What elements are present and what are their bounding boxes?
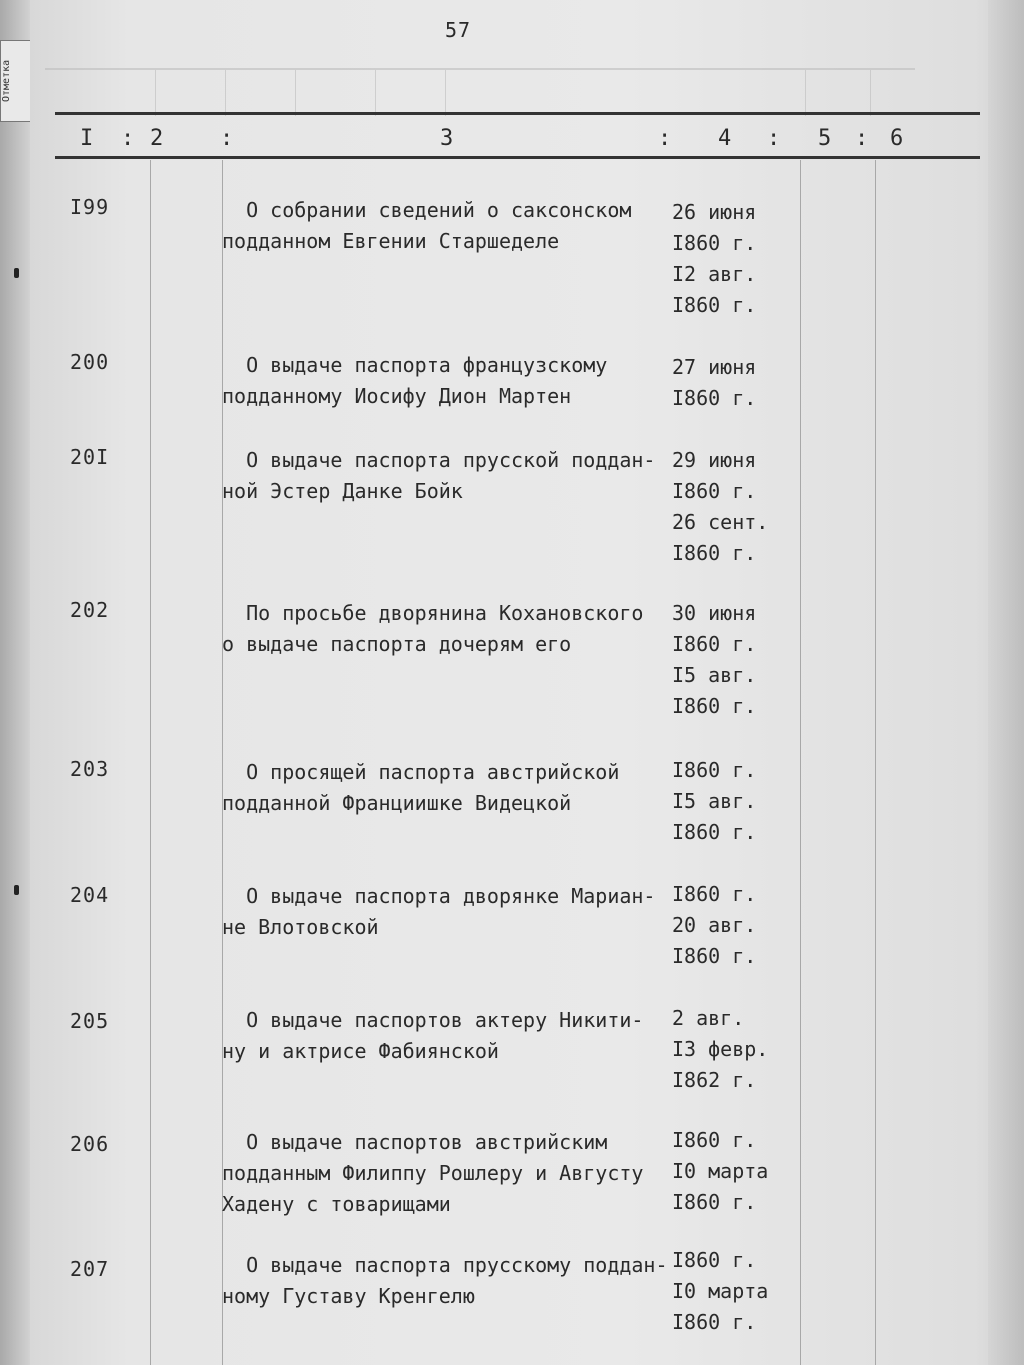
- entry-description: [222, 350, 682, 412]
- entry-number: 207: [70, 1257, 110, 1281]
- entry-date: I860 г.: [672, 1190, 757, 1214]
- entry-line: О выдаче паспорта прусскому поддан-: [222, 1253, 668, 1277]
- entry-date: I860 г.: [672, 820, 757, 844]
- entry-line: О выдаче паспортов австрийским: [222, 1130, 608, 1154]
- ghost-column-rule: [155, 70, 156, 116]
- entry-number: 205: [70, 1009, 110, 1033]
- entry-description: [222, 195, 682, 257]
- entry-line: подданным Филиппу Рошлеру и Августу: [222, 1161, 644, 1185]
- column-number-1: I: [80, 126, 94, 151]
- binding-hole-mark: [14, 885, 19, 895]
- entry-dates: [672, 755, 792, 848]
- previous-page-edge: [0, 0, 32, 1365]
- entry-dates: [672, 879, 792, 972]
- column-rule: [875, 160, 876, 1365]
- ghost-column-rule: [225, 70, 226, 116]
- entry-description: [222, 1250, 682, 1312]
- entry-date: I860 г.: [672, 541, 757, 565]
- entry-date: 27 июня: [672, 355, 757, 379]
- entry-line: По просьбе дворянина Кохановского: [222, 601, 644, 625]
- entry-line: ному Густаву Кренгелю: [222, 1284, 475, 1308]
- entry-date: 2 авг.: [672, 1006, 745, 1030]
- entry-dates: [672, 1003, 792, 1096]
- header-top-rule: [55, 112, 980, 115]
- ghost-column-rule: [870, 70, 871, 116]
- entry-line: ну и актрисе Фабиянской: [222, 1039, 499, 1063]
- entry-number: 203: [70, 757, 110, 781]
- entry-line: подданном Евгении Старшеделе: [222, 229, 560, 253]
- ghost-column-rule: [805, 70, 806, 116]
- entry-date: 29 июня: [672, 448, 757, 472]
- entry-line: О выдаче паспорта дворянке Мариан-: [222, 884, 656, 908]
- entry-date: I860 г.: [672, 293, 757, 317]
- entry-date: 26 сент.: [672, 510, 769, 534]
- entry-number: 206: [70, 1132, 110, 1156]
- entry-description: [222, 757, 682, 819]
- column-number-4: 4: [718, 126, 732, 151]
- entry-date: I860 г.: [672, 1248, 757, 1272]
- entry-number: 202: [70, 598, 110, 622]
- entry-description: [222, 1005, 682, 1067]
- entry-line: О просящей паспорта австрийской: [222, 760, 620, 784]
- entry-date: I860 г.: [672, 758, 757, 782]
- entry-description: [222, 445, 682, 507]
- column-separator: :: [658, 126, 672, 151]
- entry-number: 204: [70, 883, 110, 907]
- margin-tab-label: Отметка: [0, 40, 31, 122]
- entry-date: I860 г.: [672, 1128, 757, 1152]
- header-bottom-rule: [55, 156, 980, 159]
- entry-dates: [672, 445, 792, 569]
- entry-date: I860 г.: [672, 694, 757, 718]
- ghost-column-rule: [375, 70, 376, 116]
- entry-dates: [672, 352, 792, 414]
- entry-line: О выдаче паспорта прусской поддан-: [222, 448, 656, 472]
- entry-date: I860 г.: [672, 386, 757, 410]
- entry-dates: [672, 1245, 792, 1338]
- column-separator: :: [121, 126, 135, 151]
- entry-number: 20I: [70, 445, 110, 469]
- entry-line: ной Эстер Данке Бойк: [222, 479, 463, 503]
- entry-date: 30 июня: [672, 601, 757, 625]
- entry-line: О собрании сведений о саксонском: [222, 198, 632, 222]
- entry-line: не Влотовской: [222, 915, 379, 939]
- entry-line: о выдаче паспорта дочерям его: [222, 632, 572, 656]
- entry-date: I5 авг.: [672, 789, 757, 813]
- entry-date: I860 г.: [672, 632, 757, 656]
- entry-line: подданной Франциишке Видецкой: [222, 791, 572, 815]
- column-separator: :: [220, 126, 234, 151]
- ghost-column-rule: [295, 70, 296, 116]
- entry-date: I0 марта: [672, 1279, 769, 1303]
- page-number: 57: [445, 18, 472, 42]
- entry-dates: [672, 1125, 792, 1218]
- entry-number: 200: [70, 350, 110, 374]
- entry-date: I2 авг.: [672, 262, 757, 286]
- entry-line: О выдаче паспортов актеру Никити-: [222, 1008, 644, 1032]
- entry-date: I862 г.: [672, 1068, 757, 1092]
- entry-dates: [672, 197, 792, 321]
- entry-date: I0 марта: [672, 1159, 769, 1183]
- column-number-3: 3: [440, 126, 454, 151]
- column-number-6: 6: [890, 126, 904, 151]
- entry-line: О выдаче паспорта французскому: [222, 353, 608, 377]
- entry-line: подданному Иосифу Дион Мартен: [222, 384, 572, 408]
- binding-hole-mark: [14, 268, 19, 278]
- entry-number: I99: [70, 195, 110, 219]
- entry-date: I860 г.: [672, 882, 757, 906]
- entry-dates: [672, 598, 792, 722]
- entry-date: I860 г.: [672, 1310, 757, 1334]
- column-number-2: 2: [150, 126, 164, 151]
- entry-date: I3 февр.: [672, 1037, 769, 1061]
- entry-date: I860 г.: [672, 231, 757, 255]
- column-separator: :: [855, 126, 869, 151]
- entry-line: Хадену с товарищами: [222, 1192, 451, 1216]
- entry-description: [222, 598, 682, 660]
- entry-date: I860 г.: [672, 944, 757, 968]
- column-rule: [800, 160, 801, 1365]
- bleed-through-header: [45, 68, 915, 116]
- page-right-edge: [988, 0, 1024, 1365]
- entry-date: I5 авг.: [672, 663, 757, 687]
- column-rule: [150, 160, 151, 1365]
- column-separator: :: [767, 126, 781, 151]
- entry-description: [222, 881, 682, 943]
- entry-date: I860 г.: [672, 479, 757, 503]
- entry-description: [222, 1127, 682, 1220]
- column-number-5: 5: [818, 126, 832, 151]
- column-number-header: [55, 120, 980, 156]
- ghost-column-rule: [445, 70, 446, 116]
- entry-date: 20 авг.: [672, 913, 757, 937]
- entry-date: 26 июня: [672, 200, 757, 224]
